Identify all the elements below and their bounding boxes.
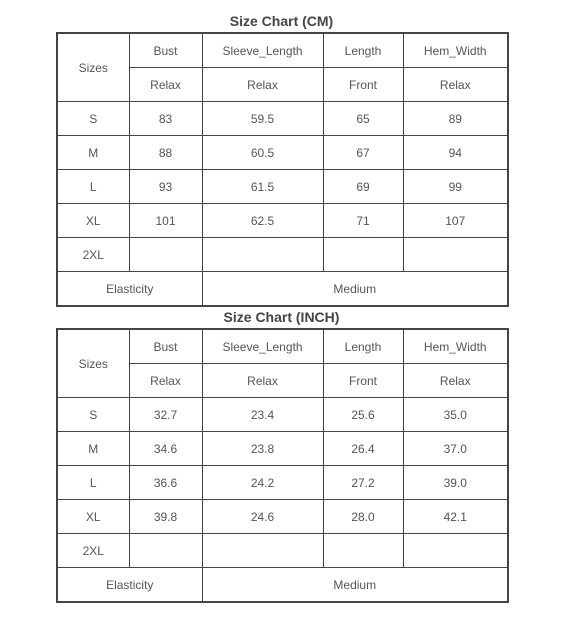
header-bust: Bust bbox=[129, 329, 202, 364]
table-row bbox=[57, 466, 508, 500]
header-row bbox=[57, 329, 508, 364]
elasticity-row bbox=[57, 272, 508, 307]
subheader-hem-width: Relax bbox=[403, 364, 508, 398]
size-cell: XL bbox=[57, 500, 129, 534]
size-cell: S bbox=[57, 102, 129, 136]
chart-title: Size Chart (INCH) bbox=[223, 309, 340, 325]
value-cell: 94 bbox=[403, 136, 508, 170]
value-cell: 83 bbox=[129, 102, 202, 136]
value-cell: 35.0 bbox=[403, 398, 508, 432]
elasticity-row bbox=[57, 568, 508, 603]
header-sleeve-length: Sleeve_Length bbox=[202, 329, 323, 364]
value-cell: 71 bbox=[323, 204, 403, 238]
elasticity-value: Medium bbox=[202, 272, 508, 307]
value-cell bbox=[202, 534, 323, 568]
subheader-sleeve-length: Relax bbox=[202, 68, 323, 102]
value-cell: 107 bbox=[403, 204, 508, 238]
elasticity-label: Elasticity bbox=[57, 568, 202, 603]
value-cell: 39.8 bbox=[129, 500, 202, 534]
size-cell: L bbox=[57, 170, 129, 204]
value-cell: 88 bbox=[129, 136, 202, 170]
table-row bbox=[57, 136, 508, 170]
value-cell bbox=[129, 534, 202, 568]
value-cell: 23.8 bbox=[202, 432, 323, 466]
value-cell: 67 bbox=[323, 136, 403, 170]
elasticity-label: Elasticity bbox=[57, 272, 202, 307]
header-row bbox=[57, 33, 508, 68]
table-row bbox=[57, 500, 508, 534]
header-hem-width: Hem_Width bbox=[403, 329, 508, 364]
chart-title: Size Chart (CM) bbox=[229, 13, 334, 29]
value-cell: 34.6 bbox=[129, 432, 202, 466]
value-cell bbox=[403, 238, 508, 272]
header-sleeve-length: Sleeve_Length bbox=[202, 33, 323, 68]
value-cell: 69 bbox=[323, 170, 403, 204]
value-cell: 93 bbox=[129, 170, 202, 204]
value-cell bbox=[202, 238, 323, 272]
table-row bbox=[57, 170, 508, 204]
subheader-bust: Relax bbox=[129, 68, 202, 102]
table-row bbox=[57, 534, 508, 568]
table-row bbox=[57, 204, 508, 238]
value-cell: 42.1 bbox=[403, 500, 508, 534]
subheader-hem-width: Relax bbox=[403, 68, 508, 102]
value-cell bbox=[323, 238, 403, 272]
size-chart-inch bbox=[56, 306, 507, 603]
value-cell: 26.4 bbox=[323, 432, 403, 466]
value-cell: 23.4 bbox=[202, 398, 323, 432]
value-cell: 99 bbox=[403, 170, 508, 204]
size-cell: 2XL bbox=[57, 238, 129, 272]
size-table bbox=[56, 328, 509, 603]
header-sizes: Sizes bbox=[57, 33, 129, 102]
subheader-length: Front bbox=[323, 364, 403, 398]
subheader-length: Front bbox=[323, 68, 403, 102]
size-cell: 2XL bbox=[57, 534, 129, 568]
header-length: Length bbox=[323, 33, 403, 68]
size-cell: M bbox=[57, 432, 129, 466]
table-row bbox=[57, 432, 508, 466]
size-table bbox=[56, 32, 509, 307]
value-cell: 62.5 bbox=[202, 204, 323, 238]
header-sizes: Sizes bbox=[57, 329, 129, 398]
value-cell: 37.0 bbox=[403, 432, 508, 466]
header-hem-width: Hem_Width bbox=[403, 33, 508, 68]
value-cell: 25.6 bbox=[323, 398, 403, 432]
size-cell: S bbox=[57, 398, 129, 432]
value-cell bbox=[129, 238, 202, 272]
table-row bbox=[57, 102, 508, 136]
table-row bbox=[57, 398, 508, 432]
value-cell bbox=[403, 534, 508, 568]
value-cell bbox=[323, 534, 403, 568]
value-cell: 32.7 bbox=[129, 398, 202, 432]
table-row bbox=[57, 238, 508, 272]
header-length: Length bbox=[323, 329, 403, 364]
value-cell: 28.0 bbox=[323, 500, 403, 534]
value-cell: 36.6 bbox=[129, 466, 202, 500]
elasticity-value: Medium bbox=[202, 568, 508, 603]
value-cell: 39.0 bbox=[403, 466, 508, 500]
value-cell: 89 bbox=[403, 102, 508, 136]
value-cell: 24.2 bbox=[202, 466, 323, 500]
value-cell: 27.2 bbox=[323, 466, 403, 500]
subheader-bust: Relax bbox=[129, 364, 202, 398]
value-cell: 24.6 bbox=[202, 500, 323, 534]
size-cell: L bbox=[57, 466, 129, 500]
value-cell: 65 bbox=[323, 102, 403, 136]
size-cell: M bbox=[57, 136, 129, 170]
header-bust: Bust bbox=[129, 33, 202, 68]
size-cell: XL bbox=[57, 204, 129, 238]
subheader-sleeve-length: Relax bbox=[202, 364, 323, 398]
value-cell: 59.5 bbox=[202, 102, 323, 136]
value-cell: 60.5 bbox=[202, 136, 323, 170]
value-cell: 61.5 bbox=[202, 170, 323, 204]
value-cell: 101 bbox=[129, 204, 202, 238]
size-chart-cm bbox=[56, 10, 507, 307]
